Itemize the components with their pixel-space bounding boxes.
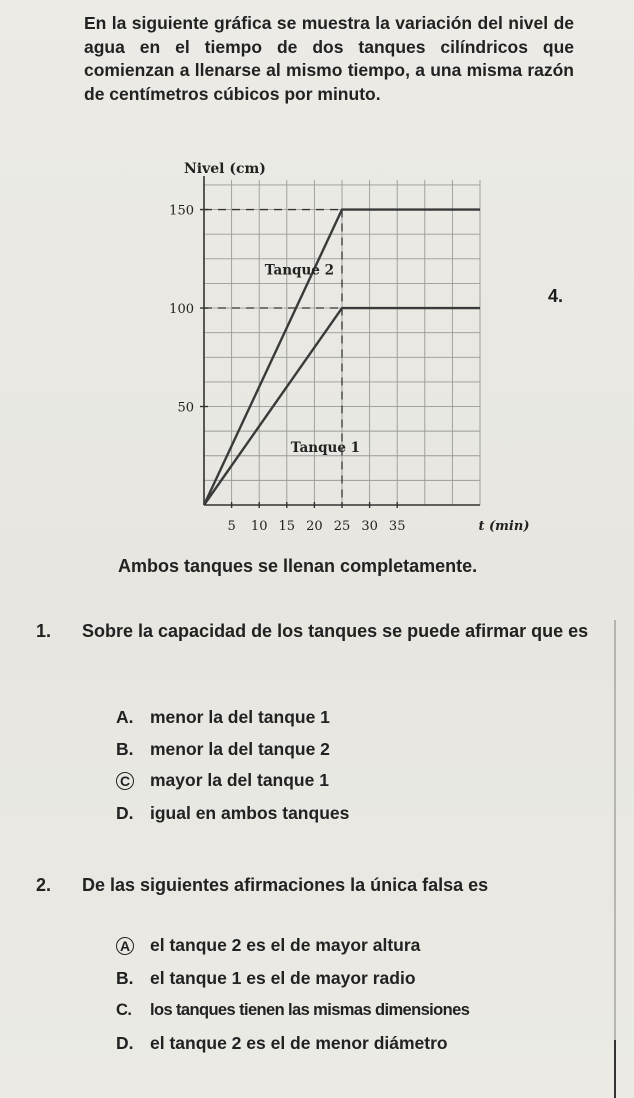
question-2 [36, 872, 596, 902]
x-tick-label: 5 [227, 519, 236, 534]
x-tick-label: 35 [388, 519, 406, 534]
q1-option-b[interactable] [116, 739, 330, 760]
x-axis-label: t (min) [478, 519, 530, 534]
q2-option-d[interactable] [116, 1033, 448, 1054]
q2-option-b-text: el tanque 1 es el de mayor radio [150, 968, 416, 988]
problem-statement: En la siguiente gráfica se muestra la variación del nivel de agua en el tiempo de dos tanques cilíndricos que comienzan a llenarse al mismo tiempo, a una misma razón de centímetros cúbicos por minuto. [84, 13, 574, 104]
q1-option-b-letter: B. [116, 739, 134, 759]
q2-option-c-letter: C. [116, 1001, 132, 1019]
q2-option-b-letter: B. [116, 968, 134, 988]
q2-option-a-circled-letter: A [116, 937, 134, 955]
margin-line [614, 620, 616, 1040]
q1-option-b-text: menor la del tanque 2 [150, 739, 330, 759]
q1-option-d-text: igual en ambos tanques [150, 803, 350, 823]
question-1-text: Sobre la capacidad de los tanques se puede afirmar que es [82, 621, 589, 641]
q2-option-b[interactable] [116, 968, 416, 989]
question-2-text: De las siguientes afirmaciones la única falsa es [82, 875, 489, 895]
q1-option-c-circled-letter: C [116, 772, 134, 790]
margin-line-dark [614, 1040, 616, 1098]
x-tick-label: 20 [306, 519, 323, 534]
q2-option-d-letter: D. [116, 1033, 134, 1053]
y-tick-label: 150 [169, 203, 194, 219]
q1-option-d[interactable] [116, 803, 349, 824]
q1-option-a-text: menor la del tanque 1 [150, 707, 330, 727]
x-tick-label: 10 [250, 519, 268, 534]
question-2-number: 2. [36, 875, 52, 895]
q1-option-c-text: mayor la del tanque 1 [150, 770, 329, 790]
q2-option-d-text: el tanque 2 es el de menor diámetro [150, 1033, 448, 1053]
question-1 [36, 618, 596, 678]
y-axis-label: Nivel (cm) [184, 161, 266, 177]
y-tick-label: 50 [177, 400, 194, 416]
q1-option-d-letter: D. [116, 803, 134, 823]
x-tick-label: 25 [333, 519, 351, 534]
series-label-tanque-2: Tanque 2 [264, 262, 334, 279]
y-tick-label: 100 [169, 302, 194, 318]
series-label-tanque-1: Tanque 1 [290, 439, 361, 456]
x-tick-label: 15 [278, 519, 296, 534]
q2-option-a-text: el tanque 2 es el de mayor altura [150, 935, 421, 955]
q2-option-a[interactable] [116, 935, 420, 956]
question-1-number: 1. [36, 621, 52, 641]
q2-option-c-text: los tanques tienen las mismas dimensiones [150, 1001, 470, 1019]
problem-number: 4. [548, 286, 564, 306]
q1-option-a[interactable] [116, 707, 330, 728]
q2-option-c[interactable] [116, 1001, 469, 1020]
x-tick-label: 30 [361, 519, 378, 534]
q1-option-a-letter: A. [116, 707, 134, 727]
water-level-chart [150, 155, 530, 540]
chart-axes [200, 176, 480, 508]
chart-caption: Ambos tanques se llenan completamente. [118, 556, 478, 576]
q1-option-c[interactable] [116, 770, 329, 791]
